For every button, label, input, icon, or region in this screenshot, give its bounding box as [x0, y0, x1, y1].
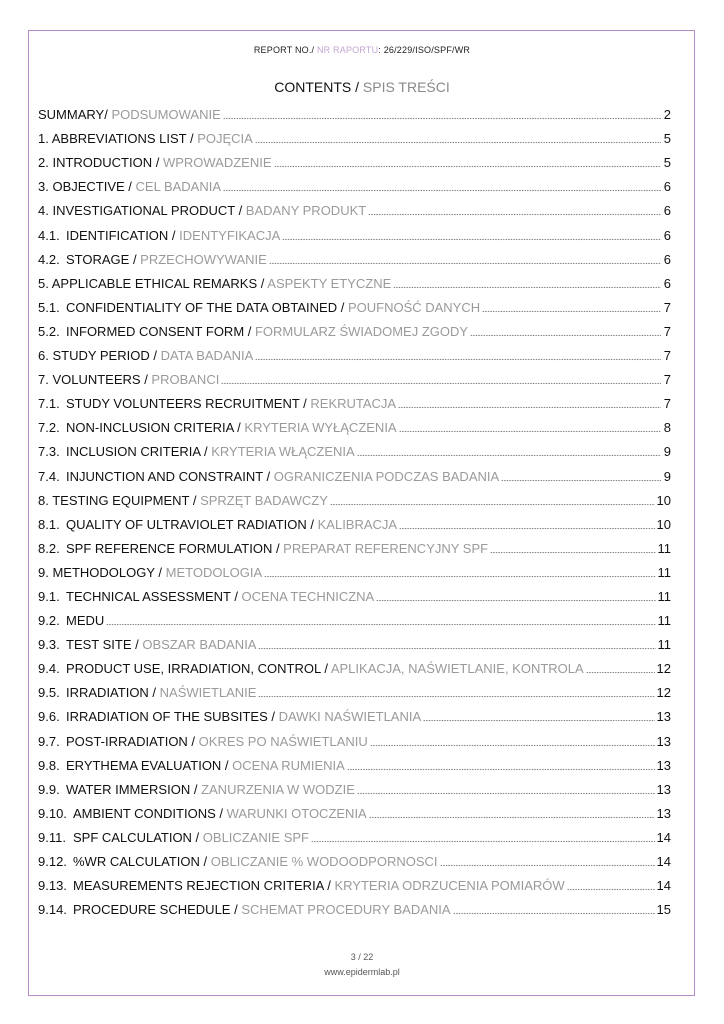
toc-entry-number: 4.2. — [38, 251, 60, 267]
toc-entry-number: 9.7. — [38, 733, 60, 749]
toc-entry[interactable] — [38, 268, 671, 292]
toc-entry-number: 9.8. — [38, 757, 60, 773]
page-number: 3 / 22 — [350, 952, 374, 962]
toc-entry-title-en: 9. METHODOLOGY / — [38, 564, 166, 580]
toc-entry-label — [38, 276, 391, 292]
toc-entry-title-en: 7. VOLUNTEERS / — [38, 372, 152, 388]
toc-entry-title-pl: KRYTERIA ODRZUCENIA POMIARÓW — [334, 878, 565, 894]
toc-entry[interactable] — [38, 653, 671, 677]
toc-dot-leader — [223, 117, 661, 120]
toc-entry-page: 5 — [663, 131, 671, 147]
toc-entry-title-en: INJUNCTION AND CONSTRAINT / — [66, 468, 274, 484]
toc-entry[interactable] — [38, 485, 671, 509]
report-header-pl: NR RAPORTU — [314, 45, 379, 55]
toc-entry-title-pl: OBLICZANIE SPF — [202, 829, 309, 845]
toc-entry-title-en: STORAGE / — [66, 251, 141, 267]
toc-entry-page: 6 — [663, 227, 671, 243]
toc-entry-title-en: IRRADIATION / — [66, 685, 160, 701]
toc-entry-label — [38, 155, 272, 171]
toc-entry-number: 5.2. — [38, 323, 60, 339]
toc-entry-title-pl: ASPEKTY ETYCZNE — [267, 275, 392, 291]
toc-entry-title-pl: PODSUMOWANIE — [107, 107, 221, 123]
toc-entry-title-pl: NAŚWIETLANIE — [159, 685, 257, 701]
toc-entry-title-en: INCLUSION CRITERIA / — [66, 444, 212, 460]
toc-dot-leader — [106, 623, 655, 626]
toc-dot-leader — [398, 406, 661, 409]
toc-entry-title-pl: OBLICZANIE % WODOODPORNOSCI — [210, 854, 438, 869]
toc-entry-title-en: 2. INTRODUCTION / — [38, 155, 163, 171]
toc-dot-leader — [567, 888, 655, 891]
toc-entry-number: 9.13. — [38, 878, 67, 894]
toc-entry-title-pl: BADANY PRODUKT — [245, 203, 367, 219]
toc-dot-leader — [357, 454, 661, 457]
toc-entry-title-pl: PROBANCI — [151, 372, 220, 388]
toc-entry-page: 9 — [663, 444, 671, 460]
toc-entry-label — [73, 878, 565, 894]
toc-entry[interactable] — [38, 798, 671, 822]
toc-entry-label — [66, 444, 355, 460]
toc-entry-page: 13 — [656, 781, 671, 797]
title-pl: SPIS TREŚCI — [362, 79, 450, 95]
toc-entry-label — [73, 806, 367, 822]
toc-entry-title-pl: OGRANICZENIA PODCZAS BADANIA — [273, 468, 500, 484]
toc-entry-label — [66, 613, 104, 629]
toc-entry[interactable] — [38, 316, 671, 340]
toc-entry-number: 8.1. — [38, 516, 60, 532]
toc-dot-leader — [376, 599, 655, 602]
toc-entry[interactable] — [38, 677, 671, 701]
toc-entry-label — [66, 661, 584, 677]
toc-entry-page: 13 — [656, 805, 671, 821]
toc-dot-leader — [490, 551, 655, 554]
toc-dot-leader — [453, 912, 655, 915]
title-separator: / — [351, 79, 363, 95]
toc-entry[interactable] — [38, 340, 671, 364]
toc-entry-title-pl: SPRZĘT BADAWCZY — [200, 492, 328, 508]
toc-entry-title-en: TEST SITE / — [66, 637, 143, 653]
toc-entry-title-en: PRODUCT USE, IRRADIATION, CONTROL / — [66, 661, 331, 677]
toc-dot-leader — [440, 864, 655, 867]
toc-entry-title-en: CONFIDENTIALITY OF THE DATA OBTAINED / — [66, 299, 348, 315]
toc-entry[interactable] — [38, 147, 671, 171]
toc-entry-page: 7 — [663, 323, 671, 339]
toc-entry[interactable] — [38, 195, 671, 219]
toc-entry[interactable] — [38, 364, 671, 388]
toc-entry[interactable] — [38, 701, 671, 725]
toc-entry-page: 13 — [656, 709, 671, 725]
footer-url: www.epidermlab.pl — [324, 967, 400, 977]
toc-entry[interactable] — [38, 822, 671, 846]
toc-entry[interactable] — [38, 292, 671, 316]
toc-entry-number: 8.2. — [38, 540, 60, 556]
toc-entry-page: 8 — [663, 420, 671, 436]
toc-entry-title-en: WATER IMMERSION / — [66, 781, 202, 797]
toc-entry-title-en: %WR CALCULATION / — [73, 854, 211, 869]
toc-entry-page: 11 — [657, 588, 671, 604]
toc-entry-title-en: AMBIENT CONDITIONS / — [73, 805, 227, 821]
toc-entry-page: 15 — [656, 902, 671, 918]
toc-entry[interactable] — [38, 533, 671, 557]
toc-entry-page: 6 — [663, 275, 671, 291]
toc-entry-title-en: QUALITY OF ULTRAVIOLET RADIATION / — [66, 516, 318, 532]
toc-entry-page: 11 — [657, 613, 671, 629]
toc-entry-title-en: NON-INCLUSION CRITERIA / — [66, 420, 245, 436]
toc-dot-leader — [255, 141, 661, 144]
toc-entry-title-en: SPF REFERENCE FORMULATION / — [66, 540, 284, 556]
toc-entry-label — [38, 203, 366, 219]
toc-entry-title-en: SUMMARY/ — [38, 107, 108, 123]
toc-dot-leader — [399, 527, 654, 530]
toc-entry-number: 9.4. — [38, 661, 60, 677]
toc-entry-label — [66, 685, 256, 701]
toc-entry-title-en: MEASUREMENTS REJECTION CRITERIA / — [73, 878, 335, 894]
toc-entry-number: 5.1. — [38, 299, 60, 315]
toc-entry-title-pl: WPROWADZENIE — [162, 155, 272, 171]
toc-entry-title-en: INFORMED CONSENT FORM / — [66, 323, 255, 339]
toc-entry[interactable] — [38, 244, 671, 268]
toc-entry-page: 10 — [656, 492, 671, 508]
toc-entry[interactable] — [38, 846, 671, 870]
toc-entry-number: 4.1. — [38, 227, 60, 243]
toc-entry-title-en: IRRADIATION OF THE SUBSITES / — [66, 709, 279, 725]
toc-entry-label — [66, 300, 480, 316]
toc-entry-title-en: 1. ABBREVIATIONS LIST / — [38, 131, 198, 147]
toc-entry-title-pl: WARUNKI OTOCZENIA — [226, 805, 367, 821]
toc-entry[interactable] — [38, 629, 671, 653]
toc-entry-label — [66, 734, 368, 750]
toc-entry-title-pl: KALIBRACJA — [317, 516, 398, 532]
toc-dot-leader — [482, 310, 661, 313]
toc-entry-title-pl: POUFNOŚĆ DANYCH — [347, 299, 481, 315]
toc-entry-number: 7.3. — [38, 444, 60, 460]
toc-entry-page: 6 — [663, 179, 671, 195]
toc-entry-page: 7 — [663, 299, 671, 315]
toc-entry[interactable] — [38, 99, 671, 123]
toc-entry-title-en: 6. STUDY PERIOD / — [38, 348, 161, 364]
toc-entry-label — [66, 228, 280, 244]
toc-entry-page: 14 — [656, 829, 671, 845]
toc-entry-title-pl: OBSZAR BADANIA — [142, 637, 257, 653]
toc-entry-label — [66, 637, 256, 653]
toc-entry-title-pl: IDENTYFIKACJA — [179, 227, 281, 243]
toc-entry-page: 11 — [657, 637, 671, 653]
toc-entry-page: 6 — [663, 251, 671, 267]
toc-entry-label — [66, 396, 396, 412]
toc-entry-title-en: STUDY VOLUNTEERS RECRUITMENT / — [66, 396, 311, 412]
toc-entry-label — [66, 324, 468, 340]
toc-entry-label — [38, 179, 221, 195]
toc-entry-page: 13 — [656, 757, 671, 773]
toc-entry[interactable] — [38, 750, 671, 774]
table-of-contents — [38, 99, 671, 918]
toc-entry[interactable] — [38, 894, 671, 918]
toc-entry[interactable] — [38, 605, 671, 629]
toc-dot-leader — [368, 213, 661, 216]
toc-entry-title-en: 8. TESTING EQUIPMENT / — [38, 492, 201, 508]
toc-entry-number: 9.5. — [38, 685, 60, 701]
toc-entry-page: 11 — [657, 564, 671, 580]
toc-entry-number: 9.14. — [38, 902, 67, 918]
toc-entry-title-en: 4. INVESTIGATIONAL PRODUCT / — [38, 203, 246, 219]
toc-entry-title-pl: OCENA RUMIENIA — [232, 757, 345, 773]
toc-entry[interactable] — [38, 774, 671, 798]
toc-entry[interactable] — [38, 219, 671, 243]
toc-entry-title-pl: DAWKI NAŚWIETLANIA — [278, 709, 422, 725]
toc-entry-number: 9.11. — [38, 829, 66, 845]
toc-entry[interactable] — [38, 412, 671, 436]
toc-dot-leader — [586, 671, 655, 674]
title-en: CONTENTS — [274, 79, 352, 95]
toc-entry-title-pl: DATA BADANIA — [160, 348, 254, 364]
toc-entry-number: 9.12. — [38, 854, 67, 869]
report-number: : 26/229/ISO/SPF/WR — [378, 45, 471, 55]
toc-dot-leader — [501, 479, 661, 482]
toc-entry-number: 9.3. — [38, 637, 60, 653]
toc-entry-page: 12 — [656, 685, 671, 701]
toc-entry-label — [38, 493, 328, 509]
toc-dot-leader — [370, 744, 655, 747]
toc-entry-page: 2 — [663, 107, 671, 123]
toc-dot-leader — [264, 575, 655, 578]
toc-dot-leader — [423, 719, 654, 722]
toc-entry-number: 9.2. — [38, 613, 60, 629]
toc-entry-title-pl: REKRUTACJA — [310, 396, 397, 412]
toc-entry-label — [66, 420, 397, 436]
page-title — [0, 79, 724, 95]
toc-entry-label — [66, 709, 421, 725]
toc-entry-page: 6 — [663, 203, 671, 219]
toc-entry-page: 7 — [663, 372, 671, 388]
toc-dot-leader — [282, 238, 661, 241]
toc-entry[interactable] — [38, 460, 671, 484]
toc-entry-title-en: MEDU — [66, 613, 105, 629]
toc-entry-label — [66, 541, 488, 557]
toc-entry-label — [66, 589, 374, 605]
toc-entry-number: 9.10. — [38, 805, 67, 821]
toc-entry-page: 14 — [656, 878, 671, 894]
toc-entry-title-en: POST-IRRADIATION / — [66, 733, 199, 749]
toc-entry-title-pl: PREPARAT REFERENCYJNY SPF — [283, 540, 489, 556]
toc-entry[interactable] — [38, 123, 671, 147]
toc-dot-leader — [258, 647, 655, 650]
toc-entry-label — [73, 902, 451, 918]
toc-entry[interactable] — [38, 725, 671, 749]
toc-entry-label — [73, 830, 309, 846]
toc-entry-page: 13 — [656, 733, 671, 749]
toc-entry-label — [38, 348, 253, 364]
toc-dot-leader — [470, 334, 661, 337]
toc-entry[interactable] — [38, 870, 671, 894]
report-header — [0, 45, 724, 55]
toc-dot-leader — [369, 816, 655, 819]
toc-entry-number: 9.9. — [38, 781, 60, 797]
toc-entry-number: 7.1. — [38, 396, 60, 412]
toc-entry-page: 7 — [663, 396, 671, 412]
toc-entry-title-pl: METODOLOGIA — [165, 564, 263, 580]
toc-entry-page: 14 — [656, 854, 671, 869]
toc-entry-page: 5 — [663, 155, 671, 171]
toc-entry-title-en: IDENTIFICATION / — [66, 227, 180, 243]
toc-entry-title-pl: CEL BADANIA — [135, 179, 222, 195]
toc-dot-leader — [269, 262, 661, 265]
toc-entry-title-pl: ZANURZENIA W WODZIE — [201, 781, 355, 797]
toc-entry-label — [66, 469, 499, 485]
toc-dot-leader — [347, 768, 655, 771]
toc-dot-leader — [221, 382, 661, 385]
toc-entry-number: 9.1. — [38, 588, 60, 604]
toc-dot-leader — [399, 430, 661, 433]
toc-dot-leader — [258, 695, 654, 698]
toc-entry[interactable] — [38, 388, 671, 412]
toc-dot-leader — [393, 286, 661, 289]
toc-entry-page: 9 — [663, 468, 671, 484]
toc-entry-title-en: SPF CALCULATION / — [73, 829, 203, 845]
toc-entry[interactable] — [38, 509, 671, 533]
toc-entry-page: 10 — [656, 516, 671, 532]
toc-entry[interactable] — [38, 171, 671, 195]
toc-entry-label — [66, 782, 355, 798]
toc-entry-label — [38, 372, 219, 388]
toc-entry-title-pl: FORMULARZ ŚWIADOMEJ ZGODY — [254, 323, 469, 339]
toc-entry-title-pl: KRYTERIA WŁĄCZENIA — [211, 444, 355, 460]
toc-dot-leader — [223, 189, 661, 192]
toc-entry-number: 9.6. — [38, 709, 60, 725]
toc-entry-title-pl: SCHEMAT PROCEDURY BADANIA — [241, 902, 451, 918]
toc-entry-label — [38, 107, 221, 123]
toc-entry-title-pl: KRYTERIA WYŁĄCZENIA — [244, 420, 397, 436]
toc-dot-leader — [330, 503, 655, 506]
toc-dot-leader — [357, 792, 655, 795]
toc-entry-label — [73, 854, 438, 870]
toc-dot-leader — [255, 358, 661, 361]
toc-entry-page: 7 — [663, 348, 671, 364]
toc-entry-title-pl: OCENA TECHNICZNA — [241, 588, 375, 604]
toc-entry-label — [38, 131, 253, 147]
toc-entry-title-pl: OKRES PO NAŚWIETLANIU — [198, 733, 368, 749]
toc-entry-title-pl: PRZECHOWYWANIE — [140, 251, 267, 267]
toc-entry-label — [38, 565, 262, 581]
toc-entry-page: 11 — [657, 540, 671, 556]
toc-entry-title-en: 3. OBJECTIVE / — [38, 179, 136, 195]
toc-entry-page: 12 — [656, 661, 671, 677]
toc-entry-title-pl: POJĘCIA — [197, 131, 253, 147]
toc-entry[interactable] — [38, 436, 671, 460]
toc-entry-title-en: TECHNICAL ASSESSMENT / — [66, 588, 242, 604]
toc-entry-title-en: ERYTHEMA EVALUATION / — [66, 757, 233, 773]
toc-entry-title-en: PROCEDURE SCHEDULE / — [73, 902, 242, 918]
toc-entry-number: 7.2. — [38, 420, 60, 436]
toc-entry-number: 7.4. — [38, 468, 60, 484]
toc-entry[interactable] — [38, 557, 671, 581]
report-header-en: REPORT NO./ — [253, 45, 315, 55]
toc-entry[interactable] — [38, 581, 671, 605]
toc-entry-label — [66, 758, 345, 774]
toc-entry-title-en: 5. APPLICABLE ETHICAL REMARKS / — [38, 275, 268, 291]
toc-dot-leader — [274, 165, 661, 168]
toc-entry-title-pl: APLIKACJA, NAŚWIETLANIE, KONTROLA — [330, 661, 584, 677]
toc-entry-label — [66, 252, 267, 268]
toc-entry-label — [66, 517, 397, 533]
toc-dot-leader — [311, 840, 655, 843]
